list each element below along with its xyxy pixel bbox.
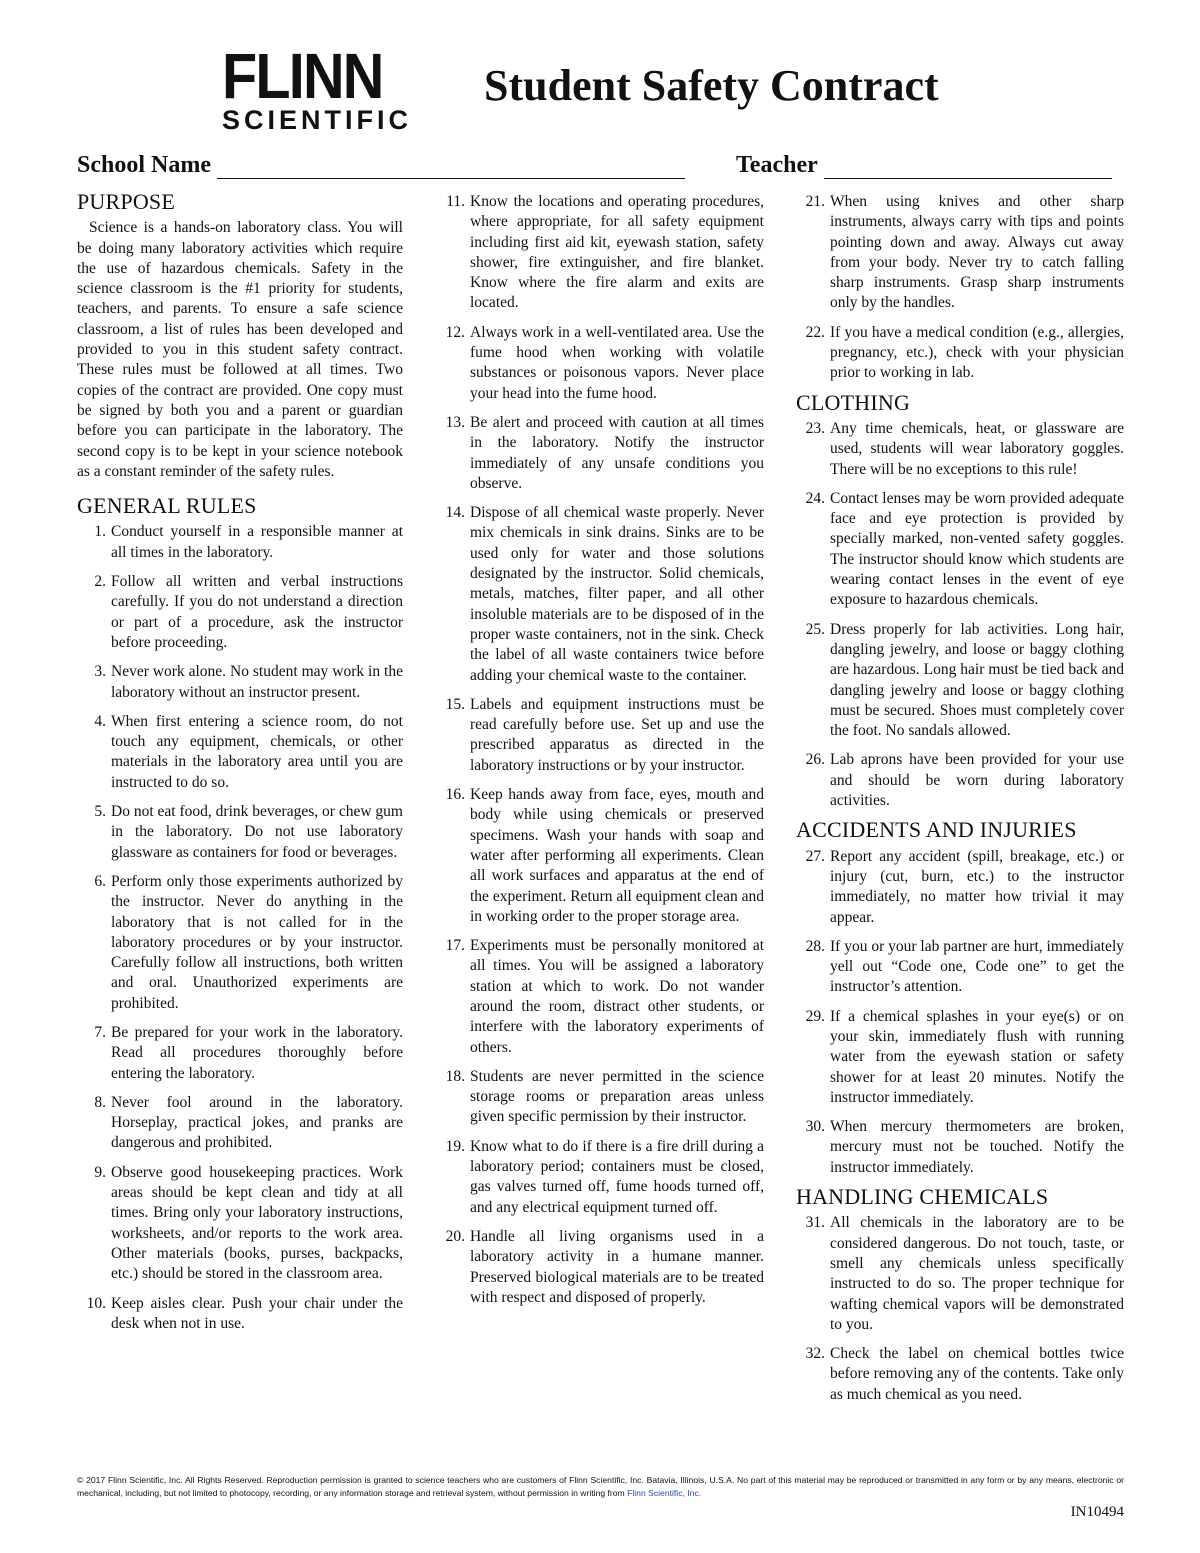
rule-item (436, 192, 764, 314)
rule-item (436, 323, 764, 404)
rule-number: 29. (805, 1007, 825, 1025)
rule-item (77, 802, 403, 863)
general-rules-heading: GENERAL RULES (77, 493, 257, 519)
flinn-logo (222, 40, 438, 135)
copyright-footer (77, 1474, 1124, 1500)
rule-item (77, 572, 403, 653)
rule-number: 12. (445, 323, 465, 341)
rule-item (796, 489, 1124, 611)
rule-text: Be alert and proceed with caution at all times in the laboratory. Notify the instructor immediately of any unsafe conditions you observe. (470, 413, 764, 492)
rule-text: Conduct yourself in a responsible manner at all times in the laboratory. (111, 523, 403, 561)
rule-number: 14. (445, 504, 465, 522)
rule-item (436, 503, 764, 686)
rule-item (436, 1067, 764, 1128)
rule-item (796, 323, 1124, 384)
rule-number: 16. (445, 786, 465, 804)
rule-number: 7. (94, 1023, 106, 1041)
rule-number: 10. (86, 1294, 106, 1312)
rule-item (796, 1117, 1124, 1178)
teacher-line[interactable] (824, 152, 1112, 179)
rule-item (77, 872, 403, 1014)
rule-number: 21. (805, 193, 825, 210)
school-name-label: School Name (77, 152, 211, 178)
teacher-field[interactable] (736, 152, 1112, 179)
rule-number: 5. (94, 803, 106, 821)
rule-text: Never work alone. No student may work in the laboratory without an instructor present. (111, 663, 403, 701)
column-2 (436, 192, 764, 1317)
rule-number: 19. (445, 1137, 465, 1155)
rule-number: 24. (805, 489, 825, 507)
rule-item (796, 750, 1124, 811)
rule-number: 20. (445, 1227, 465, 1245)
rule-text: When using knives and other sharp instruments, always carry with tips and points pointing down and away. Always cut away from your body. Never try to catch falling sharp instruments. Grasp sharp instruments only by the handles. (830, 193, 1124, 312)
rule-number: 27. (805, 847, 825, 865)
rule-item (77, 1023, 403, 1084)
rule-text: When first entering a science room, do not touch any equipment, chemicals, or other materials in the laboratory area until you are instructed to do so. (111, 712, 403, 791)
rule-item (436, 413, 764, 494)
rule-text: Keep aisles clear. Push your chair under the desk when not in use. (111, 1294, 403, 1332)
chemicals-list (796, 1213, 1124, 1405)
school-name-field[interactable] (77, 152, 685, 179)
rule-item (796, 1213, 1124, 1335)
general-rules-list (77, 522, 403, 1334)
general-rules-list-cont (436, 192, 764, 1308)
rule-text: Handle all living organisms used in a laboratory activity in a humane manner. Preserved biological materials are to be treated with respect and disposed of properly. (470, 1227, 764, 1306)
rule-text: Do not eat food, drink beverages, or chew gum in the laboratory. Do not use laboratory glassware as containers for food or beverages. (111, 803, 403, 861)
accidents-list (796, 847, 1124, 1178)
rule-number: 9. (94, 1163, 106, 1181)
rule-text: Keep hands away from face, eyes, mouth and body while using chemicals or preserved specimens. Wash your hands with soap and water after performing all experiments. Clean all work surfaces and apparatus at the end of the experiment. Return all equipment clean and in working order to the proper storage area. (470, 786, 764, 925)
rule-number: 22. (805, 323, 825, 341)
general-rules-list-end (796, 192, 1124, 384)
rule-number: 26. (805, 751, 825, 769)
rule-text: Know the locations and operating procedures, where appropriate, for all safety equipment including first aid kit, eyewash station, safety shower, fire extinguisher, and fire blanket. Know where the fire alarm and exits are located. (470, 193, 764, 312)
rule-item (436, 1227, 764, 1308)
rule-text: Labels and equipment instructions must be read carefully before use. Set up and use the prescribed apparatus as directed in the laboratory instructions or by your instructor. (470, 695, 764, 774)
rule-item (436, 785, 764, 927)
rule-item (77, 1093, 403, 1154)
clothing-list (796, 419, 1124, 811)
rule-number: 3. (94, 663, 106, 681)
purpose-heading: PURPOSE (77, 189, 175, 214)
flinn-link[interactable]: Flinn Scientific, Inc. (627, 1488, 702, 1498)
rule-item (436, 936, 764, 1058)
rule-item (77, 662, 403, 703)
rule-item (77, 1294, 403, 1335)
rule-number: 17. (445, 937, 465, 955)
rule-text: If a chemical splashes in your eye(s) or on your skin, immediately flush with running water from the eyewash station or safety shower for at least 20 minutes. Notify the instructor immediately. (830, 1007, 1124, 1106)
rule-text: Lab aprons have been provided for your use and should be worn during laboratory activities. (830, 751, 1124, 810)
rule-text: Be prepared for your work in the laboratory. Read all procedures thoroughly before entering the laboratory. (111, 1023, 403, 1082)
purpose-text: Science is a hands-on laboratory class. You will be doing many laboratory activities which require the use of hazardous chemicals. Safety in the science classroom is the #1 priority for students, teachers, and parents. To ensure a safe science classroom, a list of rules has been developed and provided to you in this student safety contract. These rules must be followed at all times. Two copies of the contract are provided. One copy must be signed by both you and a parent or guardian before you can participate in the laboratory. The second copy is to be kept in your science notebook as a constant reminder of the safety rules. (77, 219, 403, 480)
rule-item (436, 1137, 764, 1218)
rule-item (796, 192, 1124, 314)
rule-text: Never fool around in the laboratory. Horseplay, practical jokes, and pranks are dangerous and prohibited. (111, 1093, 403, 1152)
rule-number: 31. (805, 1214, 825, 1232)
rule-text: Observe good housekeeping practices. Work areas should be kept clean and tidy at all times. Bring only your laboratory instructions, worksheets, and/or reports to the work area. Other materials (books, purses, backpacks, etc.) should be stored in the classroom area. (111, 1163, 403, 1283)
column-1 (77, 189, 403, 1343)
rule-number: 23. (805, 419, 825, 437)
rule-text: When mercury thermometers are broken, mercury must not be touched. Notify the instructor immediately. (830, 1118, 1124, 1176)
logo-brand-top: FLINN (222, 40, 383, 112)
rule-number: 30. (805, 1118, 825, 1136)
rule-number: 2. (94, 573, 106, 591)
page-title: Student Safety Contract (484, 61, 939, 110)
clothing-heading: CLOTHING (796, 389, 911, 415)
rule-number: 13. (445, 413, 465, 431)
rule-text: Experiments must be personally monitored at all times. You will be assigned a laboratory station at which to work. Do not wander around the room, distract other students, or interfere with the laboratory experiments of others. (470, 937, 764, 1056)
document-code: IN10494 (1070, 1504, 1124, 1520)
rule-text: If you or your lab partner are hurt, immediately yell out “Code one, Code one” to get the instructor’s attention. (830, 937, 1124, 996)
rule-item (796, 419, 1124, 480)
rule-item (796, 620, 1124, 742)
rule-number: 28. (805, 937, 825, 955)
rule-item (796, 1344, 1124, 1405)
school-name-line[interactable] (217, 152, 685, 179)
rule-number: 6. (94, 872, 106, 890)
rule-text: Know what to do if there is a fire drill during a laboratory period; containers must be closed, gas valves turned off, fume hoods turned off, and any electrical equipment turned off. (470, 1137, 764, 1216)
rule-item (796, 1007, 1124, 1108)
rule-text: All chemicals in the laboratory are to be considered dangerous. Do not touch, taste, or smell any chemicals unless specifically instructed to do so. The proper technique for wafting chemical vapors will be demonstrated to you. (830, 1214, 1124, 1333)
rule-item (77, 712, 403, 793)
rule-text: Report any accident (spill, breakage, etc.) or injury (cut, burn, etc.) to the instructor immediately, no matter how trivial it may appear. (830, 847, 1124, 926)
rule-text: Any time chemicals, heat, or glassware are used, students will wear laboratory goggles. There will be no exceptions to this rule! (830, 419, 1124, 478)
copyright-text: © 2017 Flinn Scientific, Inc. All Rights Reserved. Reproduction permission is granted to science teachers who are customers of Flinn Scientific, Inc. Batavia, Illinois, U.S.A. No part of this material may be reproduced or transmitted in any form or by any means, electronic or mechanical, including, but not limited to photocopy, recording, or any information storage and retrieval system, without permission in writing from (77, 1475, 1124, 1498)
rule-text: Perform only those experiments authorized by the instructor. Never do anything in the laboratory that is not called for in the laboratory procedures or by your instructor. Carefully follow all instructions, both written and oral. Unauthorized experiments are prohibited. (111, 872, 403, 1012)
rule-text: Contact lenses may be worn provided adequate face and eye protection is provided by specially marked, non-vented safety goggles. The instructor should know which students are wearing contact lenses in the event of eye exposure to hazardous chemicals. (830, 489, 1124, 609)
rule-item (796, 937, 1124, 998)
rule-number: 25. (805, 620, 825, 638)
rule-text: Dress properly for lab activities. Long hair, dangling jewelry, and loose or baggy clothing are hazardous. Long hair must be tied back and dangling jewelry and loose or baggy clothing must be secured. Shoes must completely cover the foot. No sandals allowed. (830, 620, 1124, 740)
rule-text: Students are never permitted in the science storage rooms or preparation areas unless given specific permission by their instructor. (470, 1067, 764, 1126)
column-3 (796, 192, 1124, 1414)
rule-number: 18. (445, 1067, 465, 1085)
rule-text: Check the label on chemical bottles twice before removing any of the contents. Take only as much chemical as you need. (830, 1345, 1124, 1403)
rule-number: 4. (94, 712, 106, 730)
rule-item (77, 522, 403, 563)
rule-item (436, 695, 764, 776)
rule-item (77, 1163, 403, 1285)
rule-item (796, 847, 1124, 928)
handling-chemicals-heading: HANDLING CHEMICALS (796, 1184, 1049, 1210)
rule-number: 15. (445, 695, 465, 713)
rule-number: 11. (446, 193, 465, 210)
rule-text: Always work in a well-ventilated area. Use the fume hood when working with volatile substances or poisonous vapors. Never place your head into the fume hood. (470, 323, 764, 402)
rule-number: 8. (94, 1093, 106, 1111)
rule-text: Follow all written and verbal instructions carefully. If you do not understand a direction or part of a procedure, ask the instructor before proceeding. (111, 573, 403, 651)
accidents-heading: ACCIDENTS AND INJURIES (796, 817, 1077, 843)
rule-number: 32. (805, 1345, 825, 1363)
logo-brand-bottom: SCIENTIFIC (222, 105, 413, 135)
teacher-label: Teacher (736, 152, 818, 178)
rule-text: Dispose of all chemical waste properly. Never mix chemicals in sink drains. Sinks are to be used only for water and those solutions designated by the instructor. Solid chemicals, metals, matches, filter paper, and all other insoluble materials are to be disposed of in the proper waste containers, not in the sink. Check the label of all waste containers twice before adding your chemical waste to the container. (470, 504, 764, 684)
rule-number: 1. (94, 523, 106, 541)
rule-text: If you have a medical condition (e.g., allergies, pregnancy, etc.), check with your physician prior to working in lab. (830, 323, 1124, 382)
